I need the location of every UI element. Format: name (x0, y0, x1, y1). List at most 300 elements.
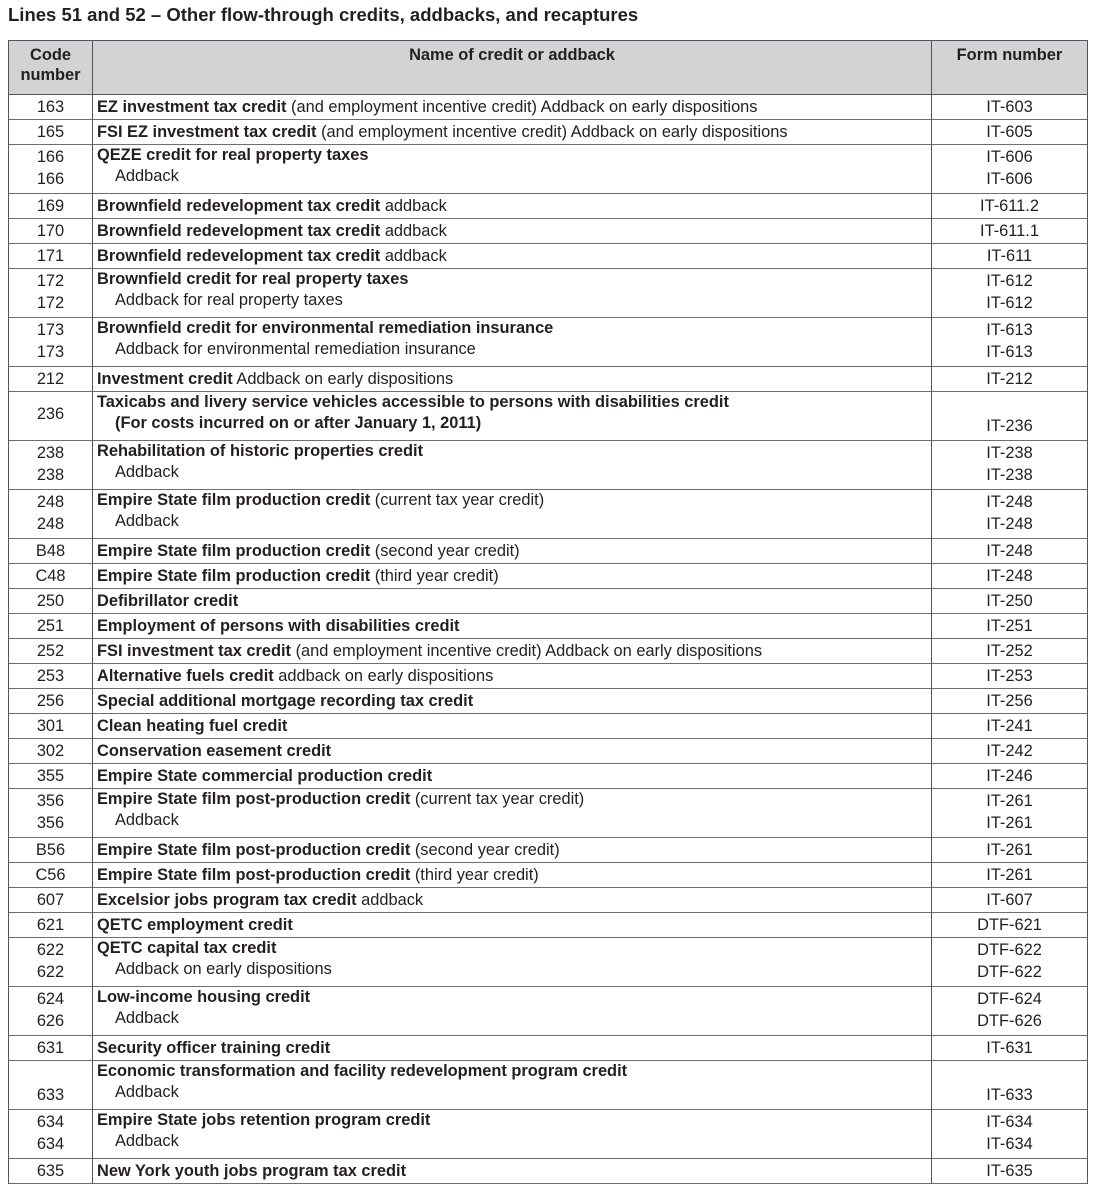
credit-name-detail: Addback (115, 811, 179, 829)
credit-name-cell (93, 219, 932, 244)
code-cell (9, 1061, 93, 1110)
table-row (9, 367, 1088, 392)
credit-name-bold: New York youth jobs program tax credit (97, 1162, 407, 1180)
code-cell (9, 95, 93, 120)
form-cell (932, 367, 1088, 392)
credit-name-detail: Addback (115, 1132, 179, 1150)
credit-name-bold: Employment of persons with disabilities credit (97, 617, 460, 635)
code-cell (9, 539, 93, 564)
credit-name-cell (93, 367, 932, 392)
credit-name-bold: Brownfield credit for real property taxes (97, 270, 409, 288)
table-row (9, 589, 1088, 614)
code-number: 302 (36, 742, 65, 760)
table-row (9, 913, 1088, 938)
table-row (9, 120, 1088, 145)
code-number: B48 (35, 542, 66, 560)
form-cell (932, 1061, 1088, 1110)
addback-line (97, 810, 931, 831)
form-cell (932, 95, 1088, 120)
credit-name-bold: Brownfield redevelopment tax credit (97, 247, 381, 265)
credit-name-detail: Addback (115, 463, 179, 481)
credit-name-cell (93, 689, 932, 714)
form-number: DTF-626 (977, 1012, 1042, 1030)
credit-name-cell (93, 318, 932, 367)
form-number: IT-634 (986, 1135, 1033, 1153)
form-number: IT-251 (986, 617, 1033, 635)
code-cell (9, 367, 93, 392)
code-number: C48 (35, 567, 66, 585)
form-number: IT-261 (986, 792, 1033, 810)
code-cell (9, 714, 93, 739)
form-cell (932, 863, 1088, 888)
credit-name-cell (93, 714, 932, 739)
code-cell (9, 145, 93, 194)
form-cell (932, 490, 1088, 539)
table-row (9, 739, 1088, 764)
credit-name-cell (93, 838, 932, 863)
form-number (932, 1061, 1087, 1085)
credit-name-bold: Brownfield credit for environmental remediation insurance (97, 319, 554, 337)
table-body (9, 95, 1088, 1184)
form-number: IT-241 (986, 717, 1033, 735)
credit-line (97, 938, 931, 959)
credit-line (97, 441, 931, 462)
addback-line (97, 290, 931, 311)
form-number: IT-261 (986, 814, 1033, 832)
form-number: DTF-624 (977, 990, 1042, 1008)
credit-line (97, 219, 931, 243)
form-cell (932, 938, 1088, 987)
form-number: IT-248 (986, 542, 1033, 560)
form-cell (932, 639, 1088, 664)
code-number: 172 (36, 272, 65, 290)
form-cell (932, 441, 1088, 490)
credit-name-bold: Clean heating fuel credit (97, 717, 288, 735)
code-cell (9, 789, 93, 838)
credit-name-detail: Addback (115, 167, 179, 185)
code-cell (9, 1036, 93, 1061)
credit-name-detail: addback (380, 247, 447, 265)
code-number: 631 (36, 1039, 65, 1057)
table-row (9, 441, 1088, 490)
code-number: 607 (36, 891, 65, 909)
credit-name-cell (93, 441, 932, 490)
code-number: 256 (36, 692, 65, 710)
form-number: IT-611.2 (980, 197, 1039, 215)
form-number: IT-261 (986, 866, 1033, 884)
addback-line (97, 1008, 931, 1029)
credit-name-bold: QETC employment credit (97, 916, 293, 934)
code-cell (9, 120, 93, 145)
table-row (9, 269, 1088, 318)
credit-name-cell (93, 490, 932, 539)
credit-name-bold: QEZE credit for real property taxes (97, 146, 369, 164)
credit-name-bold: FSI investment tax credit (97, 642, 292, 660)
credit-line (97, 490, 931, 511)
table-row (9, 194, 1088, 219)
header-name-of-credit: Name of credit or addback (93, 41, 932, 95)
table-row (9, 539, 1088, 564)
code-number: 356 (36, 814, 65, 832)
credit-name-detail: addback (380, 222, 447, 240)
form-number: DTF-622 (977, 963, 1042, 981)
credit-name-bold: Low-income housing credit (97, 988, 311, 1006)
credit-name-bold: Security officer training credit (97, 1039, 331, 1057)
form-number: IT-261 (986, 841, 1033, 859)
form-number: IT-611.1 (980, 222, 1039, 240)
credit-name-cell (93, 95, 932, 120)
credit-line (97, 392, 931, 413)
form-number (932, 392, 1087, 416)
form-cell (932, 1159, 1088, 1184)
credit-name-bold: Special additional mortgage recording tax credit (97, 692, 474, 710)
form-number: IT-633 (986, 1086, 1033, 1104)
code-number: 634 (36, 1113, 65, 1131)
table-row (9, 789, 1088, 838)
table-row (9, 714, 1088, 739)
credit-line (97, 95, 931, 119)
table-row (9, 987, 1088, 1036)
credit-name-detail: (third year credit) (370, 567, 499, 585)
form-number: IT-238 (986, 466, 1033, 484)
credit-line (97, 838, 931, 862)
form-cell (932, 219, 1088, 244)
table-row (9, 1159, 1088, 1184)
form-number: IT-212 (986, 370, 1033, 388)
code-cell (9, 244, 93, 269)
form-number: IT-252 (986, 642, 1033, 660)
code-number: 622 (36, 941, 65, 959)
code-number: 633 (36, 1086, 65, 1104)
form-number: IT-631 (986, 1039, 1033, 1057)
credit-line (97, 739, 931, 763)
form-number: IT-612 (986, 272, 1033, 290)
form-number: IT-253 (986, 667, 1033, 685)
code-cell (9, 838, 93, 863)
table-row (9, 1061, 1088, 1110)
form-number: IT-238 (986, 444, 1033, 462)
credit-name-cell (93, 244, 932, 269)
table-row (9, 689, 1088, 714)
form-cell (932, 664, 1088, 689)
code-number: 301 (36, 717, 65, 735)
credit-line (97, 863, 931, 887)
code-number: 621 (36, 916, 65, 934)
table-header (9, 41, 1088, 95)
form-number: IT-603 (986, 98, 1033, 116)
code-number: 236 (36, 405, 65, 423)
table-row (9, 1036, 1088, 1061)
form-cell (932, 269, 1088, 318)
code-cell (9, 589, 93, 614)
code-number: C56 (35, 866, 66, 884)
credit-name-cell (93, 938, 932, 987)
credit-name-cell (93, 764, 932, 789)
code-number: 248 (36, 515, 65, 533)
form-number: IT-250 (986, 592, 1033, 610)
form-number: IT-613 (986, 321, 1033, 339)
credit-line (97, 614, 931, 638)
credit-name-bold: Empire State film post-production credit (97, 841, 411, 859)
code-number: 169 (36, 197, 65, 215)
code-cell (9, 938, 93, 987)
table-row (9, 888, 1088, 913)
credit-line (97, 764, 931, 788)
code-cell (9, 739, 93, 764)
credit-name-cell (93, 269, 932, 318)
form-number: DTF-622 (977, 941, 1042, 959)
code-number: 166 (36, 170, 65, 188)
code-number: 173 (36, 321, 65, 339)
form-cell (932, 764, 1088, 789)
code-number: 251 (36, 617, 65, 635)
code-number: 626 (36, 1012, 65, 1030)
form-cell (932, 539, 1088, 564)
credit-line (97, 639, 931, 663)
credit-name-bold: Rehabilitation of historic properties credit (97, 442, 424, 460)
credit-name-detail: addback (380, 197, 447, 215)
code-cell (9, 689, 93, 714)
form-cell (932, 194, 1088, 219)
addback-line (97, 413, 931, 434)
credit-name-bold: Defibrillator credit (97, 592, 239, 610)
credit-line (97, 367, 931, 391)
credit-name-bold: Investment credit (97, 370, 233, 388)
page-title: Lines 51 and 52 – Other flow-through credits, addbacks, and recaptures (8, 4, 639, 25)
code-cell (9, 219, 93, 244)
credit-name-detail: Addback (115, 512, 179, 530)
code-cell (9, 987, 93, 1036)
code-cell (9, 1110, 93, 1159)
credit-name-cell (93, 392, 932, 441)
credit-name-cell (93, 539, 932, 564)
code-cell (9, 564, 93, 589)
table-row (9, 564, 1088, 589)
form-number: IT-248 (986, 515, 1033, 533)
credit-name-detail: (current tax year credit) (410, 790, 585, 808)
credit-name-cell (93, 120, 932, 145)
code-number: 238 (36, 444, 65, 462)
code-number: 356 (36, 792, 65, 810)
credit-line (97, 987, 931, 1008)
form-cell (932, 1110, 1088, 1159)
addback-line (97, 166, 931, 187)
credit-name-bold: Empire State film post-production credit (97, 866, 411, 884)
form-cell (932, 913, 1088, 938)
form-cell (932, 739, 1088, 764)
form-number: IT-248 (986, 567, 1033, 585)
code-cell (9, 490, 93, 539)
credit-line (97, 714, 931, 738)
table-row (9, 145, 1088, 194)
form-cell (932, 838, 1088, 863)
credit-name-detail: Addback (115, 1009, 179, 1027)
code-number: 248 (36, 493, 65, 511)
code-cell (9, 639, 93, 664)
form-cell (932, 589, 1088, 614)
code-number: 250 (36, 592, 65, 610)
table-row (9, 1110, 1088, 1159)
form-number: IT-635 (986, 1162, 1033, 1180)
credit-name-cell (93, 639, 932, 664)
form-number: IT-612 (986, 294, 1033, 312)
credit-name-detail: Addback (115, 1083, 179, 1101)
table-row (9, 392, 1088, 441)
credit-name-bold: Excelsior jobs program tax credit (97, 891, 357, 909)
credit-name-detail: (and employment incentive credit) Addback on early dispositions (291, 642, 763, 660)
form-cell (932, 244, 1088, 269)
code-cell (9, 269, 93, 318)
credit-name-cell (93, 1061, 932, 1110)
table-row (9, 838, 1088, 863)
credit-name-cell (93, 589, 932, 614)
addback-line (97, 1131, 931, 1152)
credit-name-detail: (and employment incentive credit) Addback on early dispositions (316, 123, 788, 141)
credit-line (97, 1159, 931, 1183)
code-number: 634 (36, 1135, 65, 1153)
credit-name-detail: (current tax year credit) (370, 491, 545, 509)
credit-line (97, 913, 931, 937)
credit-name-cell (93, 614, 932, 639)
credit-name-cell (93, 1159, 932, 1184)
code-number: 212 (36, 370, 65, 388)
form-cell (932, 689, 1088, 714)
code-number: 171 (36, 247, 65, 265)
credit-name-bold: QETC capital tax credit (97, 939, 277, 957)
credit-line (97, 689, 931, 713)
code-cell (9, 863, 93, 888)
credit-name-cell (93, 888, 932, 913)
credit-name-bold: FSI EZ investment tax credit (97, 123, 317, 141)
addback-line (97, 511, 931, 532)
credit-name-bold: Empire State jobs retention program credit (97, 1111, 431, 1129)
credit-name-detail: Addback on early dispositions (232, 370, 454, 388)
code-cell (9, 664, 93, 689)
credit-line (97, 564, 931, 588)
code-cell (9, 764, 93, 789)
credit-name-detail: (second year credit) (370, 542, 520, 560)
credit-name-detail: addback on early dispositions (273, 667, 494, 685)
credit-line (97, 589, 931, 613)
code-cell (9, 888, 93, 913)
form-number: IT-613 (986, 343, 1033, 361)
credit-name-bold: Empire State film production credit (97, 491, 371, 509)
code-cell (9, 392, 93, 441)
code-number (9, 1061, 92, 1085)
credit-name-bold: Brownfield redevelopment tax credit (97, 222, 381, 240)
table-row (9, 244, 1088, 269)
table-row (9, 639, 1088, 664)
credit-name-cell (93, 664, 932, 689)
credit-name-bold: (For costs incurred on or after January 1, 2011) (115, 414, 482, 432)
table-row (9, 490, 1088, 539)
form-number: IT-242 (986, 742, 1033, 760)
credit-line (97, 269, 931, 290)
form-cell (932, 789, 1088, 838)
form-cell (932, 318, 1088, 367)
credit-name-detail: addback (356, 891, 424, 909)
code-number: 622 (36, 963, 65, 981)
credit-name-cell (93, 863, 932, 888)
code-number: 173 (36, 343, 65, 361)
credit-name-bold: Economic transformation and facility redevelopment program credit (97, 1062, 628, 1080)
table-row (9, 95, 1088, 120)
code-number: 166 (36, 148, 65, 166)
addback-line (97, 462, 931, 483)
credit-name-detail: (second year credit) (410, 841, 560, 859)
form-number: IT-236 (986, 417, 1033, 435)
addback-line (97, 1082, 931, 1103)
credit-name-cell (93, 913, 932, 938)
form-number: IT-605 (986, 123, 1033, 141)
form-cell (932, 392, 1088, 441)
form-number: DTF-621 (977, 916, 1042, 934)
credit-name-cell (93, 987, 932, 1036)
code-number: 355 (36, 767, 65, 785)
header-form-number: Form number (932, 41, 1088, 95)
code-cell (9, 194, 93, 219)
credit-name-bold: Empire State commercial production credit (97, 767, 433, 785)
code-cell (9, 913, 93, 938)
form-cell (932, 120, 1088, 145)
credit-name-bold: Empire State film production credit (97, 542, 371, 560)
credit-name-detail: Addback for real property taxes (115, 291, 343, 309)
table-row (9, 614, 1088, 639)
table-row (9, 764, 1088, 789)
form-cell (932, 888, 1088, 913)
credit-name-bold: Empire State film post-production credit (97, 790, 411, 808)
form-cell (932, 614, 1088, 639)
credit-line (97, 789, 931, 810)
credit-line (97, 318, 931, 339)
code-number: 624 (36, 990, 65, 1008)
table-row (9, 219, 1088, 244)
form-number: IT-607 (986, 891, 1033, 909)
credit-name-bold: Empire State film production credit (97, 567, 371, 585)
code-cell (9, 441, 93, 490)
credit-name-cell (93, 789, 932, 838)
form-number: IT-248 (986, 493, 1033, 511)
code-number: 253 (36, 667, 65, 685)
code-number: 635 (36, 1162, 65, 1180)
code-number: 238 (36, 466, 65, 484)
credit-line (97, 244, 931, 268)
credit-name-cell (93, 145, 932, 194)
code-number: 252 (36, 642, 65, 660)
form-cell (932, 1036, 1088, 1061)
credit-name-detail: Addback for environmental remediation insurance (115, 340, 476, 358)
code-cell (9, 318, 93, 367)
credit-name-bold: Brownfield redevelopment tax credit (97, 197, 381, 215)
code-cell (9, 614, 93, 639)
code-number: 170 (36, 222, 65, 240)
credit-name-cell (93, 194, 932, 219)
code-number: 163 (36, 98, 65, 116)
credit-name-bold: Taxicabs and livery service vehicles accessible to persons with disabilities credit (97, 393, 729, 411)
credit-name-detail: Addback on early dispositions (115, 960, 332, 978)
credit-name-bold: Alternative fuels credit (97, 667, 274, 685)
form-number: IT-246 (986, 767, 1033, 785)
credit-name-bold: Conservation easement credit (97, 742, 332, 760)
credit-name-cell (93, 739, 932, 764)
credit-name-detail: (and employment incentive credit) Addback on early dispositions (286, 98, 758, 116)
table-row (9, 938, 1088, 987)
credit-line (97, 194, 931, 218)
credit-name-cell (93, 1036, 932, 1061)
credit-line (97, 120, 931, 144)
credit-line (97, 1036, 931, 1060)
credit-name-detail: (third year credit) (410, 866, 539, 884)
